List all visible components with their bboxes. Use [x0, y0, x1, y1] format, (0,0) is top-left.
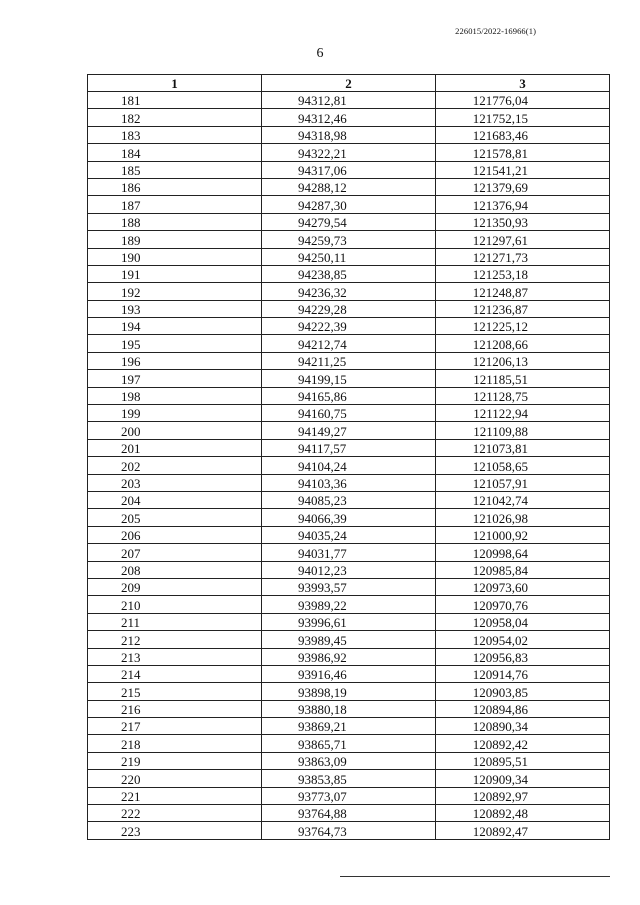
- x-coordinate-cell: 94236,32: [262, 283, 436, 300]
- y-coordinate-cell: 121026,98: [436, 509, 610, 526]
- y-coordinate-cell: 120909,34: [436, 770, 610, 787]
- table-row: [88, 770, 610, 787]
- y-coordinate-cell: 120892,97: [436, 787, 610, 804]
- table-row: [88, 683, 610, 700]
- x-coordinate-cell: 94012,23: [262, 561, 436, 578]
- x-coordinate-cell: 93853,85: [262, 770, 436, 787]
- table-row: [88, 265, 610, 282]
- x-coordinate-cell: 94103,36: [262, 474, 436, 491]
- x-coordinate-cell: 94322,21: [262, 144, 436, 161]
- x-coordinate-cell: 93764,73: [262, 822, 436, 839]
- x-coordinate-cell: 93865,71: [262, 735, 436, 752]
- table-row: [88, 231, 610, 248]
- x-coordinate-cell: 94212,74: [262, 335, 436, 352]
- point-number-cell: 192: [88, 283, 262, 300]
- point-number-cell: 194: [88, 318, 262, 335]
- point-number-cell: 219: [88, 752, 262, 769]
- x-coordinate-cell: 94149,27: [262, 422, 436, 439]
- point-number-cell: 208: [88, 561, 262, 578]
- point-number-cell: 214: [88, 665, 262, 682]
- x-coordinate-cell: 93863,09: [262, 752, 436, 769]
- y-coordinate-cell: 121042,74: [436, 491, 610, 508]
- table-row: [88, 526, 610, 543]
- point-number-cell: 212: [88, 631, 262, 648]
- table-row: [88, 718, 610, 735]
- table-row: [88, 248, 610, 265]
- y-coordinate-cell: 120894,86: [436, 700, 610, 717]
- x-coordinate-cell: 94104,24: [262, 457, 436, 474]
- x-coordinate-cell: 94259,73: [262, 231, 436, 248]
- table-row: [88, 439, 610, 456]
- point-number-cell: 203: [88, 474, 262, 491]
- table-row: [88, 300, 610, 317]
- table-row: [88, 144, 610, 161]
- x-coordinate-cell: 94250,11: [262, 248, 436, 265]
- y-coordinate-cell: 121236,87: [436, 300, 610, 317]
- table-row: [88, 213, 610, 230]
- coordinates-table: [87, 74, 610, 840]
- y-coordinate-cell: 121253,18: [436, 265, 610, 282]
- point-number-cell: 195: [88, 335, 262, 352]
- x-coordinate-cell: 93916,46: [262, 665, 436, 682]
- point-number-cell: 186: [88, 178, 262, 195]
- x-coordinate-cell: 94222,39: [262, 318, 436, 335]
- point-number-cell: 217: [88, 718, 262, 735]
- table-body: [88, 92, 610, 840]
- point-number-cell: 183: [88, 126, 262, 143]
- y-coordinate-cell: 121376,94: [436, 196, 610, 213]
- table-row: [88, 178, 610, 195]
- y-coordinate-cell: 121379,69: [436, 178, 610, 195]
- table-row: [88, 700, 610, 717]
- point-number-cell: 201: [88, 439, 262, 456]
- table-row: [88, 474, 610, 491]
- point-number-cell: 218: [88, 735, 262, 752]
- y-coordinate-cell: 121683,46: [436, 126, 610, 143]
- y-coordinate-cell: 121578,81: [436, 144, 610, 161]
- table-row: [88, 491, 610, 508]
- x-coordinate-cell: 94085,23: [262, 491, 436, 508]
- y-coordinate-cell: 120892,47: [436, 822, 610, 839]
- y-coordinate-cell: 121000,92: [436, 526, 610, 543]
- document-reference: 226015/2022-16966(1): [455, 26, 536, 36]
- table-row: [88, 387, 610, 404]
- table-row: [88, 613, 610, 630]
- y-coordinate-cell: 120958,04: [436, 613, 610, 630]
- y-coordinate-cell: 121248,87: [436, 283, 610, 300]
- point-number-cell: 222: [88, 805, 262, 822]
- point-number-cell: 190: [88, 248, 262, 265]
- column-header-3: 3: [436, 75, 610, 92]
- table-row: [88, 405, 610, 422]
- y-coordinate-cell: 120970,76: [436, 596, 610, 613]
- y-coordinate-cell: 120973,60: [436, 578, 610, 595]
- table-row: [88, 509, 610, 526]
- y-coordinate-cell: 121350,93: [436, 213, 610, 230]
- point-number-cell: 185: [88, 161, 262, 178]
- table-row: [88, 196, 610, 213]
- table-row: [88, 126, 610, 143]
- table-row: [88, 370, 610, 387]
- point-number-cell: 205: [88, 509, 262, 526]
- y-coordinate-cell: 121208,66: [436, 335, 610, 352]
- x-coordinate-cell: 94279,54: [262, 213, 436, 230]
- point-number-cell: 196: [88, 352, 262, 369]
- y-coordinate-cell: 121122,94: [436, 405, 610, 422]
- point-number-cell: 213: [88, 648, 262, 665]
- x-coordinate-cell: 94031,77: [262, 544, 436, 561]
- y-coordinate-cell: 120954,02: [436, 631, 610, 648]
- y-coordinate-cell: 121206,13: [436, 352, 610, 369]
- x-coordinate-cell: 94117,57: [262, 439, 436, 456]
- y-coordinate-cell: 121073,81: [436, 439, 610, 456]
- y-coordinate-cell: 121752,15: [436, 109, 610, 126]
- point-number-cell: 209: [88, 578, 262, 595]
- x-coordinate-cell: 94165,86: [262, 387, 436, 404]
- y-coordinate-cell: 120998,64: [436, 544, 610, 561]
- point-number-cell: 221: [88, 787, 262, 804]
- table-row: [88, 161, 610, 178]
- y-coordinate-cell: 121109,88: [436, 422, 610, 439]
- table-row: [88, 735, 610, 752]
- point-number-cell: 187: [88, 196, 262, 213]
- footer-divider: [340, 876, 610, 877]
- column-header-2: 2: [262, 75, 436, 92]
- x-coordinate-cell: 93989,22: [262, 596, 436, 613]
- table-row: [88, 457, 610, 474]
- table-header: [88, 75, 610, 92]
- y-coordinate-cell: 120956,83: [436, 648, 610, 665]
- point-number-cell: 211: [88, 613, 262, 630]
- table-row: [88, 665, 610, 682]
- table-row: [88, 422, 610, 439]
- column-header-1: 1: [88, 75, 262, 92]
- table-row: [88, 787, 610, 804]
- x-coordinate-cell: 94317,06: [262, 161, 436, 178]
- point-number-cell: 184: [88, 144, 262, 161]
- table-row: [88, 92, 610, 109]
- point-number-cell: 188: [88, 213, 262, 230]
- table-row: [88, 648, 610, 665]
- x-coordinate-cell: 94035,24: [262, 526, 436, 543]
- point-number-cell: 200: [88, 422, 262, 439]
- y-coordinate-cell: 121271,73: [436, 248, 610, 265]
- y-coordinate-cell: 120903,85: [436, 683, 610, 700]
- x-coordinate-cell: 94160,75: [262, 405, 436, 422]
- page-number: 6: [316, 46, 324, 61]
- y-coordinate-cell: 121541,21: [436, 161, 610, 178]
- y-coordinate-cell: 120892,48: [436, 805, 610, 822]
- point-number-cell: 216: [88, 700, 262, 717]
- x-coordinate-cell: 94066,39: [262, 509, 436, 526]
- x-coordinate-cell: 94288,12: [262, 178, 436, 195]
- x-coordinate-cell: 94287,30: [262, 196, 436, 213]
- table-row: [88, 596, 610, 613]
- x-coordinate-cell: 93996,61: [262, 613, 436, 630]
- point-number-cell: 181: [88, 92, 262, 109]
- y-coordinate-cell: 120890,34: [436, 718, 610, 735]
- y-coordinate-cell: 121297,61: [436, 231, 610, 248]
- table-row: [88, 631, 610, 648]
- x-coordinate-cell: 94318,98: [262, 126, 436, 143]
- y-coordinate-cell: 121057,91: [436, 474, 610, 491]
- point-number-cell: 220: [88, 770, 262, 787]
- table-row: [88, 561, 610, 578]
- x-coordinate-cell: 94199,15: [262, 370, 436, 387]
- x-coordinate-cell: 93869,21: [262, 718, 436, 735]
- point-number-cell: 207: [88, 544, 262, 561]
- y-coordinate-cell: 120895,51: [436, 752, 610, 769]
- y-coordinate-cell: 120892,42: [436, 735, 610, 752]
- point-number-cell: 198: [88, 387, 262, 404]
- point-number-cell: 197: [88, 370, 262, 387]
- table-row: [88, 335, 610, 352]
- y-coordinate-cell: 121776,04: [436, 92, 610, 109]
- table-row: [88, 805, 610, 822]
- x-coordinate-cell: 93764,88: [262, 805, 436, 822]
- x-coordinate-cell: 94312,81: [262, 92, 436, 109]
- x-coordinate-cell: 93880,18: [262, 700, 436, 717]
- point-number-cell: 189: [88, 231, 262, 248]
- point-number-cell: 204: [88, 491, 262, 508]
- x-coordinate-cell: 93898,19: [262, 683, 436, 700]
- x-coordinate-cell: 93986,92: [262, 648, 436, 665]
- point-number-cell: 193: [88, 300, 262, 317]
- x-coordinate-cell: 93773,07: [262, 787, 436, 804]
- y-coordinate-cell: 121185,51: [436, 370, 610, 387]
- x-coordinate-cell: 94229,28: [262, 300, 436, 317]
- point-number-cell: 206: [88, 526, 262, 543]
- point-number-cell: 191: [88, 265, 262, 282]
- table-row: [88, 352, 610, 369]
- table-row: [88, 544, 610, 561]
- table-row: [88, 283, 610, 300]
- x-coordinate-cell: 93993,57: [262, 578, 436, 595]
- point-number-cell: 182: [88, 109, 262, 126]
- table-row: [88, 752, 610, 769]
- y-coordinate-cell: 121225,12: [436, 318, 610, 335]
- table-row: [88, 318, 610, 335]
- y-coordinate-cell: 121128,75: [436, 387, 610, 404]
- point-number-cell: 215: [88, 683, 262, 700]
- x-coordinate-cell: 94312,46: [262, 109, 436, 126]
- x-coordinate-cell: 93989,45: [262, 631, 436, 648]
- point-number-cell: 202: [88, 457, 262, 474]
- y-coordinate-cell: 121058,65: [436, 457, 610, 474]
- header-row: [88, 75, 610, 92]
- table-row: [88, 109, 610, 126]
- point-number-cell: 210: [88, 596, 262, 613]
- y-coordinate-cell: 120914,76: [436, 665, 610, 682]
- table-row: [88, 578, 610, 595]
- y-coordinate-cell: 120985,84: [436, 561, 610, 578]
- point-number-cell: 199: [88, 405, 262, 422]
- table-row: [88, 822, 610, 839]
- point-number-cell: 223: [88, 822, 262, 839]
- x-coordinate-cell: 94238,85: [262, 265, 436, 282]
- x-coordinate-cell: 94211,25: [262, 352, 436, 369]
